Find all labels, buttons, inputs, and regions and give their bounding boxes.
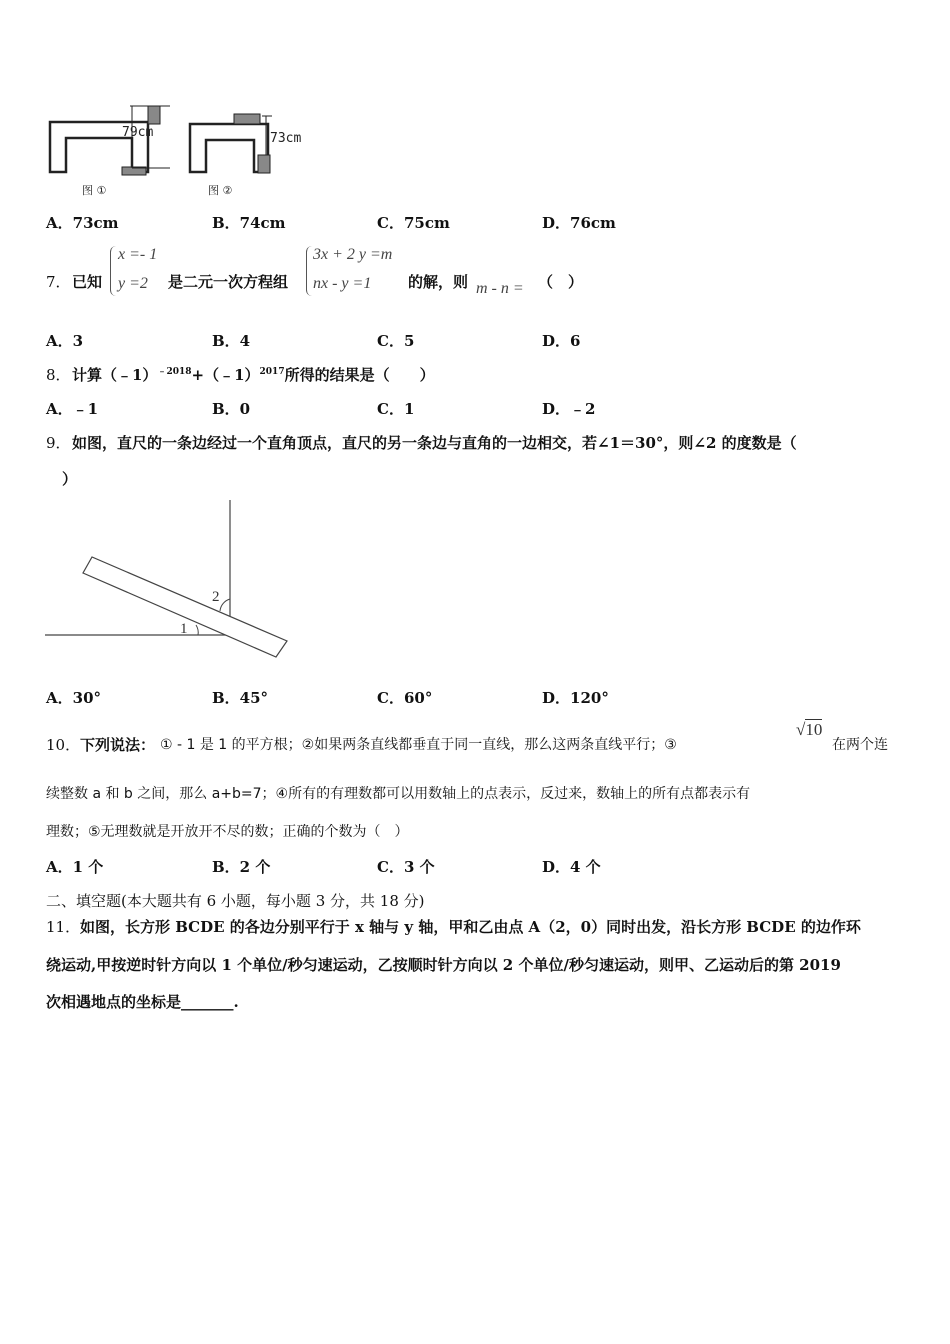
q11-line2: 绕运动,甲按逆时针方向以 1 个单位/秒匀速运动，乙按顺时针方向以 2 个单位/秒匀速运动，则甲、乙运动后的第 2019 bbox=[46, 956, 841, 974]
q7-paren: （ ） bbox=[538, 273, 584, 291]
q10-number: 10． bbox=[46, 736, 81, 754]
q10-line3: 理数；⑤无理数就是开放开不尽的数；正确的个数为（ ） bbox=[46, 824, 409, 840]
q10-line1-c: 在两个连 bbox=[832, 737, 888, 753]
q7-sys2-line1: 3x + 2 y =m bbox=[313, 246, 393, 263]
q9-option-c[interactable]: C．60° bbox=[377, 689, 433, 707]
q7-text-3: 的解，则 bbox=[408, 273, 469, 291]
angle-label-1: 1 bbox=[180, 621, 188, 637]
q9-text-line2: ） bbox=[62, 470, 78, 488]
q10-option-b[interactable]: B．2 个 bbox=[212, 858, 271, 876]
dim-label-1: 79cm bbox=[122, 125, 154, 140]
q9-option-b[interactable]: B．45° bbox=[212, 689, 269, 707]
q7-number: 7． bbox=[46, 273, 71, 291]
ruler bbox=[83, 557, 287, 657]
q9-text-line1: 如图，直尺的一条边经过一个直角顶点，直尺的另一条边与直角的一边相交，若∠1＝30°，则∠2 的度数是（ bbox=[72, 434, 797, 452]
q8-option-d[interactable]: D．﹣2 bbox=[542, 400, 596, 418]
figure-2 bbox=[190, 124, 268, 172]
block-top-1 bbox=[148, 106, 160, 124]
q9-number: 9． bbox=[46, 434, 71, 452]
q8-text bbox=[72, 364, 435, 385]
q8-number: 8． bbox=[46, 366, 71, 384]
q7-brace-2 bbox=[306, 246, 313, 296]
q10-sqrt-value: 10 bbox=[805, 720, 823, 739]
q7-sys2-line2: nx - y =1 bbox=[313, 275, 372, 292]
q10-line1-b: ① - 1 是 1 的平方根；②如果两条直线都垂直于同一直线，那么这两条直线平行；③ bbox=[160, 737, 677, 753]
q8-option-b[interactable]: B．0 bbox=[212, 400, 251, 418]
q8-exp-2: 2017 bbox=[259, 367, 285, 377]
q10-option-d[interactable]: D．4 个 bbox=[542, 858, 601, 876]
angle-label-2: 2 bbox=[212, 589, 220, 605]
fig-label-1: 图 ① bbox=[82, 184, 107, 197]
q7-option-d[interactable]: D．6 bbox=[542, 332, 581, 350]
q7-text-2: 是二元一次方程组 bbox=[168, 273, 289, 291]
q6-option-d[interactable]: D．76cm bbox=[542, 214, 616, 232]
q9-option-d[interactable]: D．120° bbox=[542, 689, 609, 707]
q8-option-a[interactable]: A．﹣1 bbox=[46, 400, 99, 418]
q11-line1: 如图，长方形 BCDE 的各边分别平行于 x 轴与 y 轴，甲和乙由点 A（2，0）同时出发，沿长方形 BCDE 的边作环 bbox=[80, 918, 861, 936]
q10-option-c[interactable]: C．3 个 bbox=[377, 858, 435, 876]
q10-line1-a: 下列说法： bbox=[80, 736, 156, 754]
q6-option-b[interactable]: B．74cm bbox=[212, 214, 286, 232]
angle-arc-2 bbox=[220, 599, 230, 611]
q6-option-c[interactable]: C．75cm bbox=[377, 214, 450, 232]
block-top-2 bbox=[234, 114, 260, 124]
q7-option-a[interactable]: A．3 bbox=[46, 332, 84, 350]
q10-sqrt: √10 bbox=[796, 720, 823, 739]
q11-number: 11． bbox=[46, 918, 81, 936]
q7-option-c[interactable]: C．5 bbox=[377, 332, 415, 350]
q10-option-a[interactable]: A．1 个 bbox=[46, 858, 104, 876]
q10-line2: 续整数 a 和 b 之间，那么 a+b=7；④所有的有理数都可以用数轴上的点表示，反过来，数轴上的所有点都表示有 bbox=[46, 786, 751, 802]
dim-label-2: 73cm bbox=[270, 131, 302, 146]
ruler-figure bbox=[40, 495, 300, 665]
q8-text-a: 计算（﹣1） bbox=[72, 366, 158, 384]
angle-arc-1 bbox=[196, 625, 198, 635]
q7-sys1-line2: y =2 bbox=[118, 275, 148, 292]
q8-text-c: 所得的结果是（ ） bbox=[284, 366, 435, 384]
q9-option-a[interactable]: A．30° bbox=[46, 689, 102, 707]
q8-text-b: +（﹣1） bbox=[191, 366, 260, 384]
q6-option-a[interactable]: A．73cm bbox=[46, 214, 119, 232]
q7-option-b[interactable]: B．4 bbox=[212, 332, 251, 350]
q8-option-c[interactable]: C．1 bbox=[377, 400, 415, 418]
q7-text-1: 已知 bbox=[72, 273, 103, 291]
q7-expression: m - n = bbox=[476, 280, 524, 297]
section-2-title: 二、填空题(本大题共有 6 小题，每小题 3 分，共 18 分) bbox=[46, 892, 425, 910]
block-bottom-2 bbox=[258, 155, 270, 173]
table-figure bbox=[40, 100, 330, 200]
q8-exp-1: ﹣2018 bbox=[157, 367, 192, 377]
fig-label-2: 图 ② bbox=[208, 184, 233, 197]
q7-brace-1 bbox=[110, 246, 117, 296]
q11-line3: 次相遇地点的坐标是_______. bbox=[46, 993, 239, 1011]
q7-sys1-line1: x =- 1 bbox=[118, 246, 158, 263]
